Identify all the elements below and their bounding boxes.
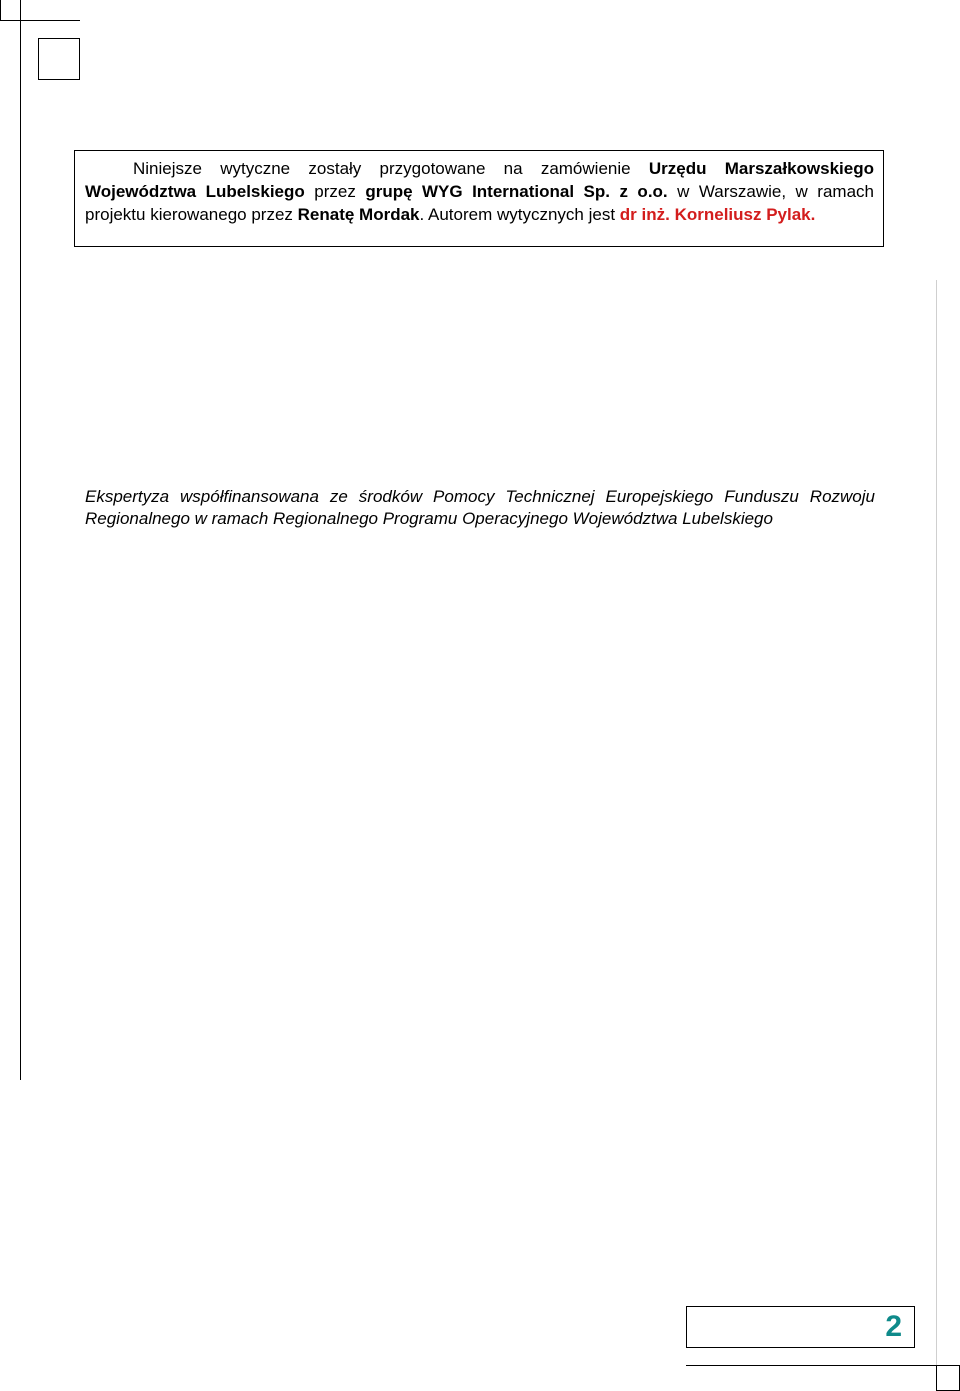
authorship-paragraph: [85, 157, 874, 226]
info-client: Urzędu Marszałkowskiego Województwa Lubelskiego: [85, 159, 874, 201]
info-text-4: . Autorem wytycznych jest: [419, 205, 620, 224]
corner-line-bottom-horizontal: [686, 1365, 960, 1366]
info-author: dr inż. Korneliusz Pylak.: [619, 205, 816, 224]
corner-line-top-left-short: [0, 0, 1, 20]
corner-line-top-vertical: [20, 0, 21, 1080]
funding-text: Ekspertyza współfinansowana ze środków Pomocy Technicznej Europejskiego Funduszu Rozwoju Regionalnego w ramach Regionalnego Programu Operacyjnego Województwa Lubelskiego: [85, 487, 875, 528]
page-number-box: [686, 1306, 915, 1348]
info-text-2: przez: [304, 182, 366, 201]
right-vertical-rule: [936, 280, 937, 1365]
info-contractor: grupę WYG International Sp. z o.o.: [365, 182, 668, 201]
info-text-3: w Warszawie, w ramach projektu kierowanego przez: [85, 182, 874, 224]
info-project-lead: Renatę Mordak: [297, 205, 420, 224]
funding-note: [85, 486, 875, 530]
authorship-info-box: [74, 150, 884, 247]
info-text-1: Niniejsze wytyczne zostały przygotowane na zamówienie: [133, 159, 649, 178]
corner-box-bottom-right: [936, 1365, 960, 1391]
corner-box-top-left: [38, 38, 80, 80]
page-number: 2: [885, 1310, 902, 1343]
corner-line-top-horizontal: [0, 20, 80, 21]
